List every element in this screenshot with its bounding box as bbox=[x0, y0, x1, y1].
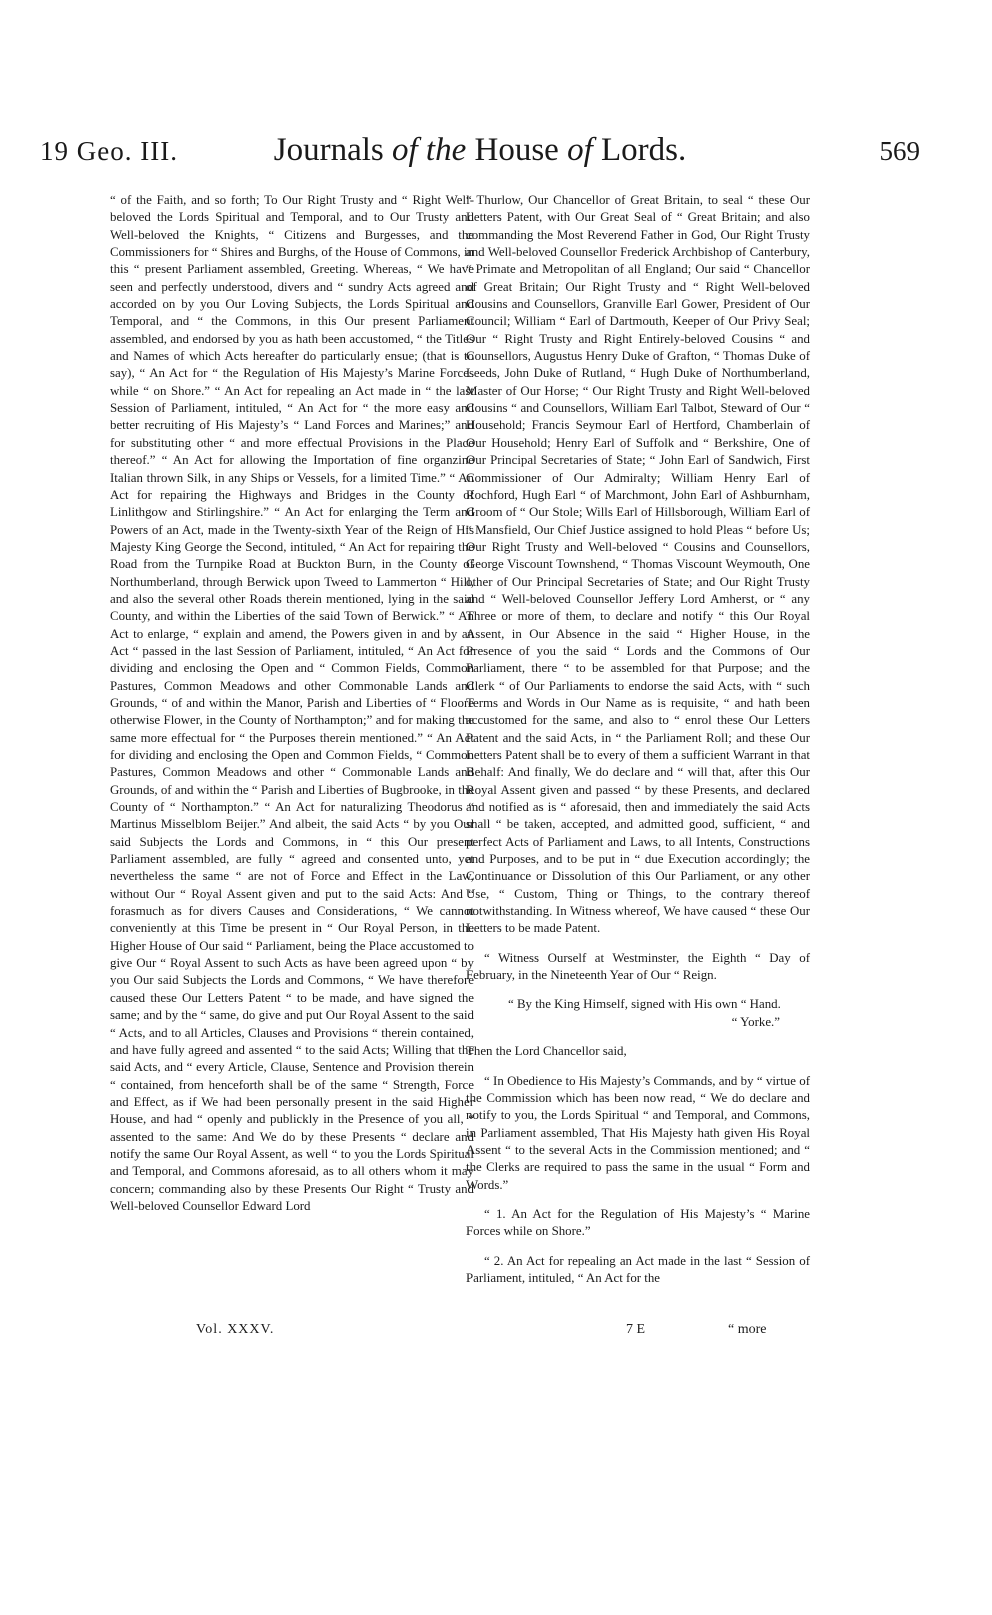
chancellor-speech: “ In Obedience to His Majesty’s Commands, and by “ virtue of the Commission which has been now read, “ We do declare and notify to you, the Lords Spiritual “ and Temporal, and Commons, in Parliament assembled, That His Majesty hath given His Royal Assent “ to the several Acts in the Commission mentioned; and “ the Clerks are required to pass the same in the usual “ Form and Words.” bbox=[466, 1073, 810, 1192]
running-title bbox=[40, 132, 920, 169]
chancellor-said: Then the Lord Chancellor said, bbox=[466, 1044, 627, 1059]
signed-clause: “ By the King Himself, signed with His own “ Hand. bbox=[508, 997, 781, 1012]
title-of: of bbox=[567, 132, 593, 168]
title-house: House bbox=[474, 132, 559, 168]
regnal-year: 19 Geo. III. bbox=[40, 136, 178, 166]
signatory-yorke: “ Yorke.” bbox=[731, 1014, 780, 1029]
right-column bbox=[466, 192, 810, 1287]
page-number: 569 bbox=[879, 136, 920, 166]
commission-continued: “ Thurlow, Our Chancellor of Great Britain, to seal “ these Our Letters Patent, with Our Great Seal of “ Great Britain; and also commanding the Most Reverend Father in God, Our Right Trusty and Well-beloved Counsellor Frederick Archbishop of Canterbury, “ Primate and Metropolitan of all England; Our said “ Chancellor of Great Britain; Our Right Trusty and “ Right Well-beloved Cousins and Counsellors, Granville Earl Gower, President of Our Council; William “ Earl of Dartmouth, Keeper of Our Privy Seal; Our “ Right Trusty and Right Entirely-beloved Cousins “ and Counsellors, Augustus Henry Duke of Grafton, “ Thomas Duke of Leeds, John Duke of Rutland, “ Hugh Duke of Northumberland, Master of Our Horse; “ Our Right Trusty and Right Well-beloved Cousins “ and Counsellors, William Earl Talbot, Steward of Our “ Household; Francis Seymour Earl of Hertford, Chamberlain of Our Household; Henry Earl of Suffolk and “ Berkshire, One of Our Principal Secretaries of State; “ John Earl of Sandwich, First Commissioner of Our Admiralty; William Henry Earl of Rochford, Hugh Earl “ of Marchmont, John Earl of Ashburnham, Groom of “ Our Stole; Wills Earl of Hillsborough, William Earl of “ Mansfield, Our Chief Justice assigned to hold Pleas “ before Us; Our Right Trusty and Well-beloved “ Cousins and Counsellors, George Viscount Townshend, “ Thomas Viscount Weymouth, One other of Our Principal Secretaries of State; and Our Right Trusty and “ Well-beloved Counsellor Jeffery Lord Amherst, or “ any Three or more of them, to declare and notify “ this Our Royal Assent, in Our Absence in the said “ Higher House, in the Presence of you the said “ Lords and the Commons of Our Parliament, there “ to be assembled for that Purpose; and the Clerk “ of Our Parliaments to endorse the said Acts, with “ such Terms and Words in Our Name as is requisite, “ and hath been accustomed for the same, and also to “ enrol these Our Letters Patent and the said Acts, in “ the Parliament Roll; and these Our Letters Patent shall be to every of them a sufficient Warrant in that Behalf: And finally, We do declare and “ will that, after this Our Royal Assent given and passed “ by these Presents, and declared and notified as is “ aforesaid, then and immediately the said Acts shall “ be taken, accepted, and admitted good, sufficient, “ and perfect Acts of Parliament and Laws, to all Intents, Constructions and Purposes, and to be put in “ due Execution accordingly; the Continuance or Dissolution of this Our Parliament, or any other Use, “ Custom, Thing or Things, to the contrary thereof notwithstanding. In Witness whereof, We have caused “ these Our Letters to be made Patent. bbox=[466, 193, 810, 936]
witness-clause: “ Witness Ourself at Westminster, the Eighth “ Day of February, in the Nineteenth Year of Our “ Reign. bbox=[466, 950, 810, 983]
page-header bbox=[40, 132, 920, 182]
volume-label: Vol. XXXV. bbox=[196, 1322, 275, 1337]
catchword: “ more bbox=[728, 1322, 767, 1337]
title-journals: Journals bbox=[273, 132, 384, 168]
act-item-2: “ 2. An Act for repealing an Act made in the last “ Session of Parliament, intituled, “ An Act for the bbox=[466, 1253, 810, 1285]
title-of-the: of the bbox=[392, 132, 467, 168]
act-item-1: “ 1. An Act for the Regulation of His Majesty’s “ Marine Forces while on Shore.” bbox=[466, 1206, 810, 1239]
left-column bbox=[110, 192, 474, 1215]
commission-text: “ of the Faith, and so forth; To Our Right Trusty and “ Right Well-beloved the Lords Spiritual and Temporal, and to Our Trusty and Well-beloved the Knights, “ Citizens and Burgesses, and the Commissioners for “ Shires and Burghs, of the House of Commons, in this “ present Parliament assembled, Greeting. Whereas, “ We have seen and perfectly understood, divers and “ sundry Acts agreed and accorded on by you Our Loving Subjects, the Lords Spiritual and Temporal, and “ the Commons, in this Our present Parliament assembled, and endorsed by you as hath been accustomed, “ the Titles and Names of which Acts hereafter do particularly ensue; (that is to say), “ An Act for “ the Regulation of His Majesty’s Marine Forces while “ on Shore.” “ An Act for repealing an Act made in “ the last Session of Parliament, intituled, “ An Act for “ the more easy and better recruiting of His Majesty’s “ Land Forces and Marines;” and for substituting other “ and more effectual Provisions in the Place thereof.” “ An Act for allowing the Importation of fine organzine Italian thrown Silk, in any Ships or Vessels, for a limited Time.” “ An Act for repairing the Highways and Bridges in the County of Linlithgow and Stirlingshire.” “ An Act for enlarging the Term and Powers of an Act, made in the Twenty-sixth Year of the Reign of His Majesty King George the Second, intituled, “ An Act for repairing the Road from the Turnpike Road at Buckton Burn, in the County of Northumberland, through Berwick upon Tweed to Lammerton “ Hill, and also the several other Roads therein mentioned, lying in the said County, and within the Liberties of the said Town of Berwick.” “ An Act to enlarge, “ explain and amend, the Powers given in and by an Act “ passed in the last Session of Parliament, intituled, “ An Act for dividing and enclosing the Open and “ Common Fields, Common Pastures, Common Meadows and other Commonable Lands and Grounds, “ of and within the Manor, Parish and Liberties of “ Floore otherwise Flower, in the County of Northampton;” and for making the same more effectual for “ the Purposes therein mentioned.” “ An Act for dividing and enclosing the Open and Common Fields, “ Common Pastures, Common Meadows and other “ Commonable Lands and Grounds, of and within the “ Parish and Liberties of Bugbrooke, in the County of “ Northampton.” “ An Act for naturalizing Theodorus “ Martinus Misselblom Beijer.” And albeit, the said Acts “ by you Our said Subjects the Lords and Commons, in “ this Our present Parliament assembled, are fully “ agreed and consented unto, yet nevertheless the same “ are not of Force and Effect in the Law, without Our “ Royal Assent given and put to the said Acts: And “ forasmuch as for divers Causes and Considerations, “ We cannot conveniently at this Time be present in “ Our Royal Person, in the Higher House of Our said “ Parliament, being the Place accustomed to give Our “ Royal Assent to such Acts as have been agreed upon “ by you Our said Subjects the Lords and Commons, “ We have therefore caused these Our Letters Patent “ to be made, and have signed the same; and by the “ same, do give and put Our Royal Assent to the said “ Acts, and to all Articles, Clauses and Provisions “ therein contained, and have fully agreed and assented “ to the said Acts; Willing that the said Acts, and “ every Article, Clause, Sentence and Provision therein “ contained, from henceforth shall be of the same “ Strength, Force and Effect, as if We had been personally present in the said Higher House, and had “ openly and publickly in the Presence of you all, “ assented to the same: And We do by these Presents “ declare and notify the same Our Royal Assent, as well “ to you the Lords Spiritual and Temporal, and Commons aforesaid, as to all others whom it may concern; commanding also by these Presents Our Right “ Trusty and Well-beloved Counsellor Edward Lord bbox=[110, 193, 474, 1213]
signature-mark: 7 E bbox=[626, 1322, 646, 1337]
title-lords: Lords. bbox=[600, 132, 687, 168]
